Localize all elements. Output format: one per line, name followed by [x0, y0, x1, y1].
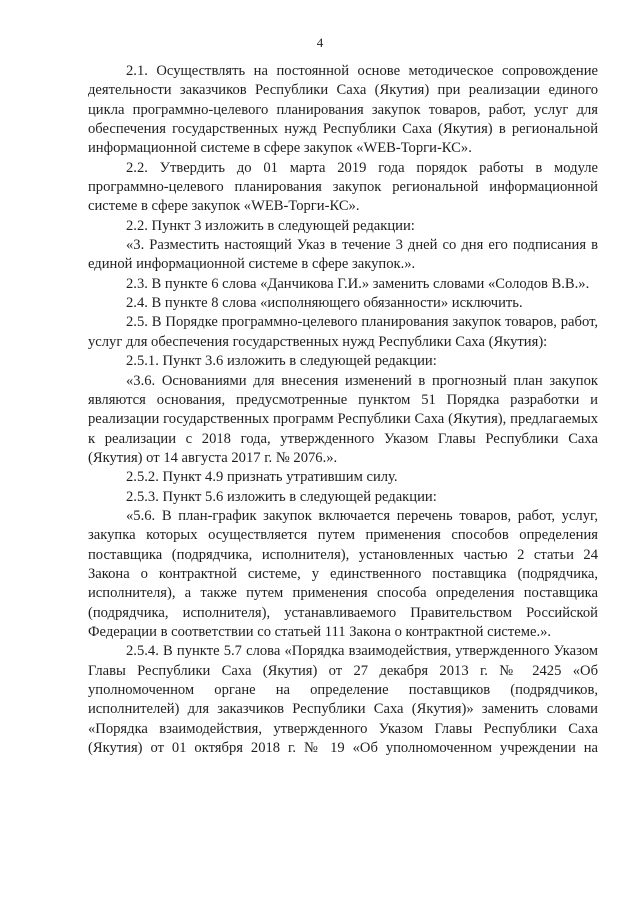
paragraph-2-5-2: 2.5.2. Пункт 4.9 признать утратившим силу.: [126, 469, 398, 486]
paragraph-2-3: 2.3. В пункте 6 слова «Данчикова Г.И.» заменить словами «Солодов В.В.».: [126, 275, 590, 292]
paragraph-2-2-approve: 2.2. Утвердить до 01 марта 2019 года порядок работы в модуле программно-целевого планирования закупок региональной информационной системе в сфере закупок «WEB-Торги-КС».: [88, 159, 598, 215]
document-body: [88, 62, 598, 758]
paragraph-quote-3: «3. Разместить настоящий Указ в течение 3 дней со дня его подписания в единой информационной системе в сфере закупок.».: [88, 237, 598, 273]
page-number: 4: [316, 35, 324, 50]
paragraph-2-4: 2.4. В пункте 8 слова «исполняющего обязанности» исключить.: [126, 295, 523, 312]
paragraph-2-2-item3: 2.2. Пункт 3 изложить в следующей редакции:: [126, 217, 415, 234]
paragraph-2-5: 2.5. В Порядке программно-целевого планирования закупок товаров, работ, услуг для обеспечения государственных нужд Республики Саха (Якутия):: [88, 314, 598, 350]
paragraph-2-5-4: 2.5.4. В пункте 5.7 слова «Порядка взаимодействия, утвержденного Указом Главы Республики Саха (Якутия) от 27 декабря 2013 г. № 2425 «Об уполномоченном органе на определение поставщиков (подрядчиков, исполнителей) для заказчиков Республики Саха (Якутия)» заменить словами «Порядка взаимодействия, утвержденного Указом Главы Республики Саха (Якутия) от 01 октября 2018 г. № 19 «Об уполномоченном учреждении на: [88, 643, 598, 757]
paragraph-2-1: 2.1. Осуществлять на постоянной основе методическое сопровождение деятельности заказчиков Республики Саха (Якутия) при реализации единого цикла программно-целевого планирования закупок товаров, работ, услуг для обеспечения государственных нужд Республики Саха (Якутия) в региональной информационной системе в сфере закупок «WEB-Торги-КС».: [88, 63, 598, 157]
paragraph-2-5-3: 2.5.3. Пункт 5.6 изложить в следующей редакции:: [126, 488, 437, 505]
paragraph-2-5-1: 2.5.1. Пункт 3.6 изложить в следующей редакции:: [126, 353, 437, 370]
paragraph-quote-3-6: «3.6. Основаниями для внесения изменений в прогнозный план закупок являются основания, предусмотренные пунктом 51 Порядка разработки и реализации государственных программ Республики Саха (Якутия), предлагаемых к реализации с 2018 года, утвержденного Указом Главы Республики Саха (Якутия) от 14 августа 2017 г. № 2076.».: [88, 372, 598, 466]
paragraph-quote-5-6: «5.6. В план-график закупок включается перечень товаров, работ, услуг, закупка которых осуществляется путем применения способов определения поставщика (подрядчика, исполнителя), установленных частью 2 статьи 24 Закона о контрактной системе, у единственного поставщика (подрядчика, исполнителя), а также путем применения способа определения поставщика (подрядчика, исполнителя), устанавливаемого Правительством Российской Федерации в соответствии со статьей 111 Закона о контрактной системе.».: [88, 507, 598, 640]
